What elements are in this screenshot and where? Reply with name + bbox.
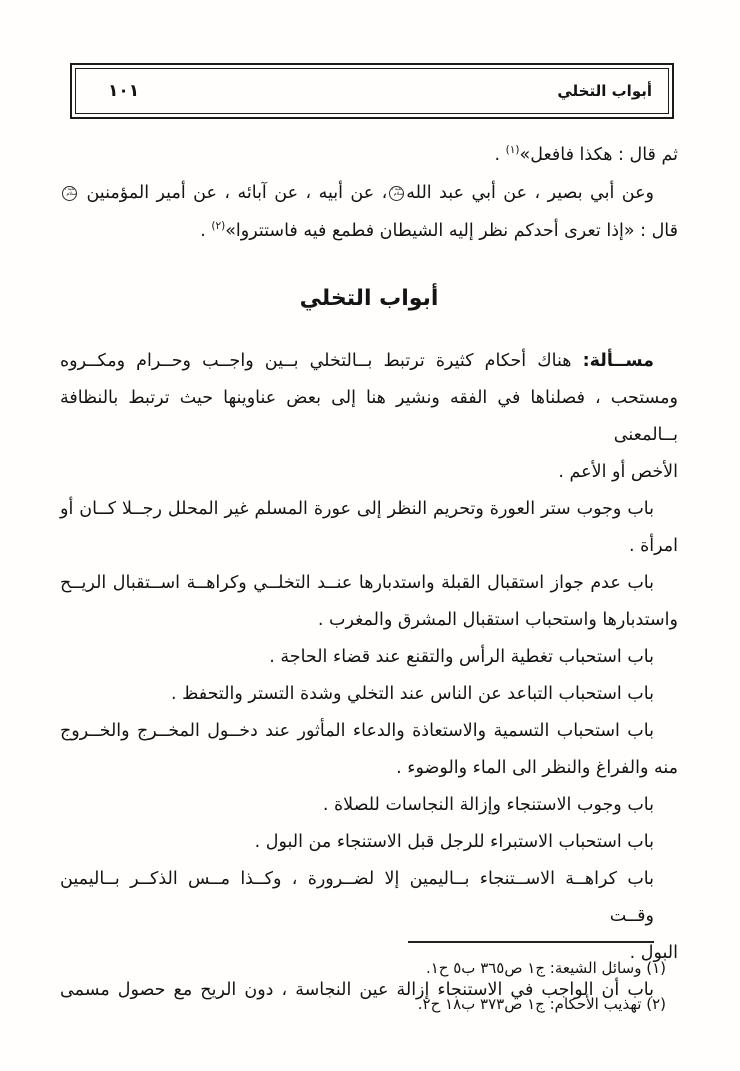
chapter-line: باب استحباب التسمية والاستعاذة والدعاء المأثور عند دخــول المخــرج والخــروج xyxy=(60,721,654,741)
alayhi-assalam-stamp-icon: عليه السلام xyxy=(389,186,404,201)
page-number: ١٠١ xyxy=(108,81,140,101)
alayhi-assalam-stamp-icon: عليه السلام xyxy=(62,186,77,201)
hadith-text: قال : «إذا تعرى أحدكم نظر إليه الشيطان فطمع فيه فاستتروا» xyxy=(225,221,678,241)
chapter-line: باب كراهــة الاســتنجاء بــاليمين إلا لضــرورة ، وكــذا مــس الذكــر بــاليمين وقــت xyxy=(60,869,654,926)
hadith-text: ، عن أبيه ، عن آبائه ، عن أمير المؤمنين xyxy=(86,183,388,203)
masala-lead: مســألة: xyxy=(582,351,654,371)
masala-line-3: الأخص أو الأعم . xyxy=(558,462,678,482)
chapter-line: باب استحباب الاستبراء للرجل قبل الاستنجاء من البول . xyxy=(254,832,654,852)
hadith-line-3 xyxy=(60,212,678,250)
chapter-line: واستدبارها واستحباب استقبال المشرق والمغرب . xyxy=(317,610,678,630)
section-heading: أبواب التخلي xyxy=(299,286,439,311)
footnote-reference-2: (٢) xyxy=(211,220,226,233)
page-header-inner xyxy=(75,68,669,114)
footnote-text: تهذيب الأحكام: ج١ ص٣٧٣ ب١٨ ح٢. xyxy=(417,995,647,1013)
footnote-1 xyxy=(60,950,678,986)
chapter-line: باب أن الواجب في الاستنجاء إزالة عين النجاسة ، دون الريح مع حصول مسمى xyxy=(60,980,654,1000)
footnote-separator xyxy=(408,941,654,943)
chapter-line: البول . xyxy=(629,943,678,963)
footnote-reference-1: (١) xyxy=(505,144,520,157)
chapter-line: منه والفراغ والنظر الى الماء والوضوء . xyxy=(396,758,678,778)
hadith-text: ثم قال : هكذا فافعل» xyxy=(519,145,678,165)
footnote-text: وسائل الشيعة: ج١ ص٣٦٥ ب٥ ح١. xyxy=(425,959,647,977)
chapter-line: امرأة . xyxy=(628,536,678,556)
chapter-line: باب عدم جواز استقبال القبلة واستدبارها عنــد التخلــي وكراهــة اســتقبال الريــح xyxy=(60,573,654,593)
chapter-line: باب استحباب التباعد عن الناس عند التخلي وشدة التستر والتحفظ . xyxy=(171,684,654,704)
hadith-text: وعن أبي بصير ، عن أبي عبد الله xyxy=(406,183,655,203)
chapter-line: باب استحباب تغطية الرأس والتقنع عند قضاء الحاجة . xyxy=(269,647,654,667)
footnote-marker: (١) xyxy=(646,959,666,977)
masala-line-1 xyxy=(60,343,678,380)
footnote-marker: (٢) xyxy=(646,995,666,1013)
masala-line-2: ومستحب ، فصلناها في الفقه ونشير هنا إلى بعض عناوينها حيث ترتبط بالنظافة بــالمعنى xyxy=(60,388,678,445)
hadith-line-1 xyxy=(60,136,678,174)
hadith-text-tail: . xyxy=(200,221,212,241)
chapter-line: باب وجوب ستر العورة وتحريم النظر إلى عورة المسلم غير المحلل رجــلا كــان أو xyxy=(60,499,654,519)
hadith-text-tail: . xyxy=(494,145,506,165)
footnote-2 xyxy=(60,986,678,1022)
chapter-line: باب وجوب الاستنجاء وإزالة النجاسات للصلاة . xyxy=(322,795,654,815)
page-header-box xyxy=(70,63,674,119)
hadith-line-2 xyxy=(60,174,678,212)
text-column xyxy=(60,136,678,1009)
masala-text: هناك أحكام كثيرة ترتبط بــالتخلي بــين واجــب وحــرام ومكــروه xyxy=(60,351,583,371)
footnotes-block xyxy=(60,941,678,1022)
running-title: أبواب التخلي xyxy=(557,82,652,100)
